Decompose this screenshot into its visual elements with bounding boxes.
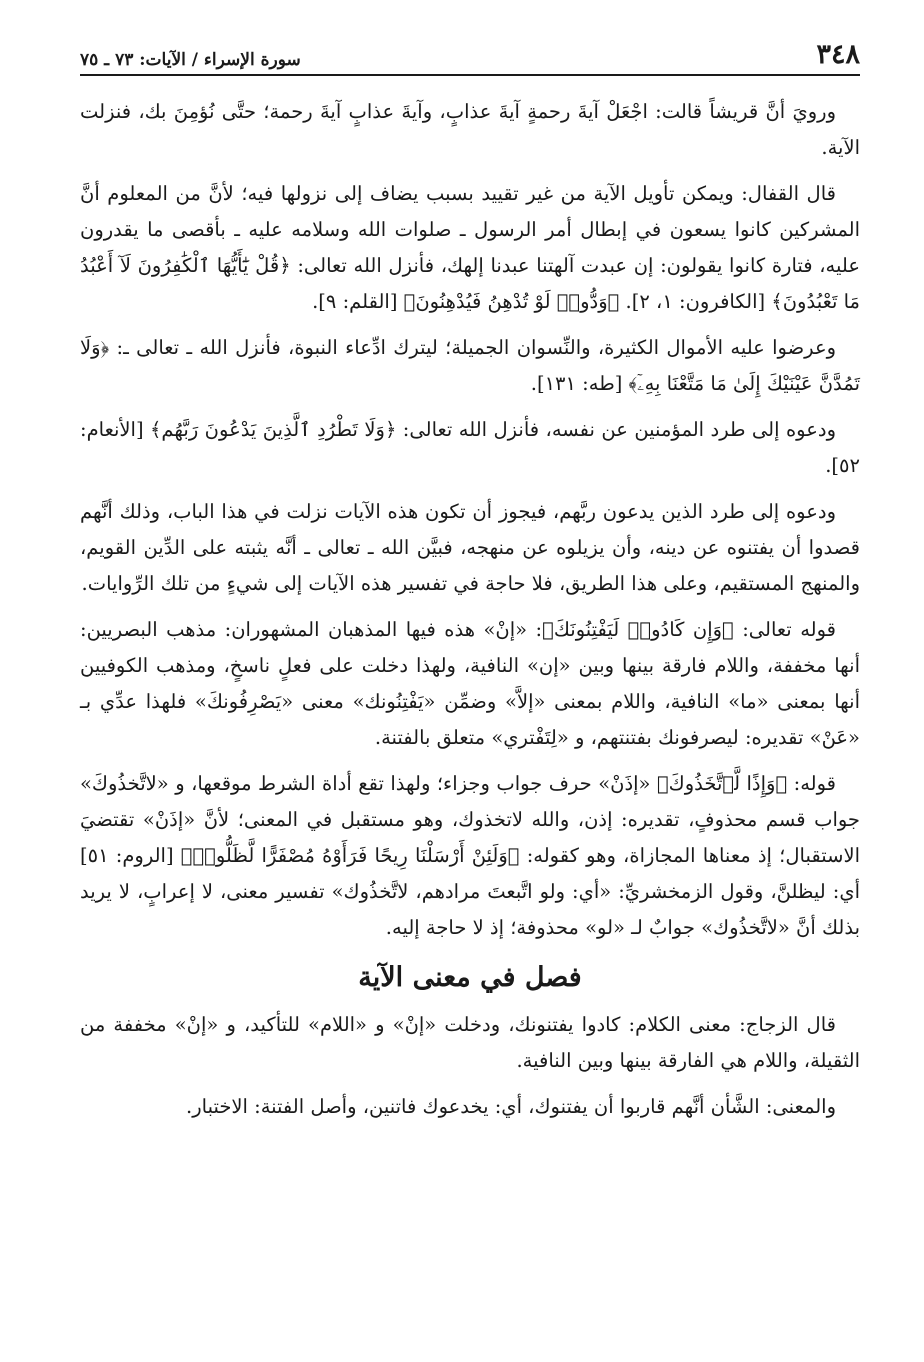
running-title: سورة الإسراء / الآيات: ٧٣ ـ ٧٥ <box>80 50 301 70</box>
paragraph-narration: ورويَ أنَّ قريشاً قالت: اجْعَلْ آيةَ رحمةٍ آيةَ عذابٍ، وآيةَ عذابٍ آيةَ رحمة؛ حتَّى نُؤمِنَ بك، فنزلت الآية. <box>80 100 860 159</box>
paragraph-grammar-idhan: قوله: ﴿وَإِذًا لَّٱتَّخَذُوكَ﴾ «إذَنْ» حرف جواب وجزاء؛ ولهذا تقع أداة الشرط موقعها، و «لاتَّخذُوكَ» جواب قسم محذوفٍ، تقديره: إذن، والله لاتخذوك، وهو مستقبل في المعنى؛ لأنَّ «إذَنْ» تقتضيَ الاستقبال؛ إذ معناها المجازاة، وهو كقوله: ﴿وَلَئِنْ أَرْسَلْنَا رِيحًا فَرَأَوْهُ مُصْفَرًّا لَّظَلُّوا۟﴾ [الروم: ٥١] أي: ليظلنَّ، وقول الزمخشريِّ: «أي: ولو اتَّبعتَ مرادهم، لاتَّخذُوك» تفسير معنى، لا إعرابٍ، لا يريد بذلك أنَّ «لاتَّخذُوك» جوابٌ لـ «لو» محذوفة؛ إذ لا حاجة إليه. <box>80 772 860 939</box>
paragraph-wealth-offer: وعرضوا عليه الأموال الكثيرة، والنِّسوان الجميلة؛ ليترك ادِّعاء النبوة، فأنزل الله ـ تعالى ـ: ﴿وَلَا تَمُدَّنَّ عَيْنَيْكَ إِلَىٰ مَا مَتَّعْنَا بِهِۦٓ﴾ [طه: ١٣١]. <box>80 336 860 395</box>
paragraph-zajjaj: قال الزجاج: معنى الكلام: كادوا يفتنونك، ودخلت «إنْ» و «اللام» للتأكيد، و «إنْ» مخففة من الثقيلة، واللام هي الفارقة بينها وبين النافية. <box>80 1013 860 1072</box>
paragraph-meaning: والمعنى: الشَّأن أنَّهم قاربوا أن يفتنوك، أي: يخدعوك فاتنين، وأصل الفتنة: الاختبار. <box>186 1095 836 1118</box>
paragraph-qaffal: قال القفال: ويمكن تأويل الآية من غير تقييد بسبب يضاف إلى نزولها فيه؛ لأنَّ من المعلوم أنَّ المشركين كانوا يسعون في إبطال أمر الرسول ـ صلوات الله وسلامه عليه ـ بأقصى ما يقدرون عليه، فتارة كانوا يقولون: إن عبدت آلهتنا عبدنا إلهك، فأنزل الله تعالى: ﴿قُلْ يَٰٓأَيُّهَا ٱلْكَٰفِرُونَ لَآ أَعْبُدُ مَا تَعْبُدُونَ﴾ [الكافرون: ١، ٢]. ﴿وَدُّوا۟ لَوْ تُدْهِنُ فَيُدْهِنُونَ﴾ [القلم: ٩]. <box>80 182 860 313</box>
page-header <box>80 30 860 76</box>
paragraph-expel-believers: ودعوه إلى طرد المؤمنين عن نفسه، فأنزل الله تعالى: ﴿وَلَا تَطْرُدِ ٱلَّذِينَ يَدْعُونَ رَبَّهُم﴾ [الأنعام: ٥٢]. <box>80 418 860 477</box>
paragraph-grammar-in: قوله تعالى: ﴿وَإِن كَادُوا۟ لَيَفْتِنُونَكَ﴾: «إنْ» هذه فيها المذهبان المشهوران: مذهب البصريين: أنها مخففة، واللام فارقة بينها وبين «إن» النافية، ولهذا دخلت على فعلٍ ناسخٍ، ومذهب الكوفيين أنها بمعنى «ما» النافية، واللام بمعنى «إلاَّ» وضمِّن «يَفْتِنُونك» معنى «يَصْرِفُونكَ» فلهذا عدِّي بـ «عَنْ» تقديره: ليصرفونك بفتنتهم، و «لِتَفْتري» متعلق بالفتنة. <box>80 618 860 749</box>
book-page <box>80 30 860 1135</box>
section-title: فصل في معنى الآية <box>358 962 582 993</box>
page-number: ٣٤٨ <box>816 39 860 70</box>
body-text <box>80 94 860 1125</box>
paragraph-conclusion: ودعوه إلى طرد الذين يدعون ربَّهم، فيجوز أن تكون هذه الآيات نزلت في هذا الباب، وذلك أنَّهم قصدوا أن يفتنوه عن دينه، وأن يزيلوه عن منهجه، فبيَّن الله ـ تعالى ـ أنَّه يثبته على الدِّين القويم، والمنهج المستقيم، وعلى هذا الطريق، فلا حاجة في تفسير هذه الآيات إلى شيءٍ من تلك الرِّوايات. <box>80 500 860 595</box>
